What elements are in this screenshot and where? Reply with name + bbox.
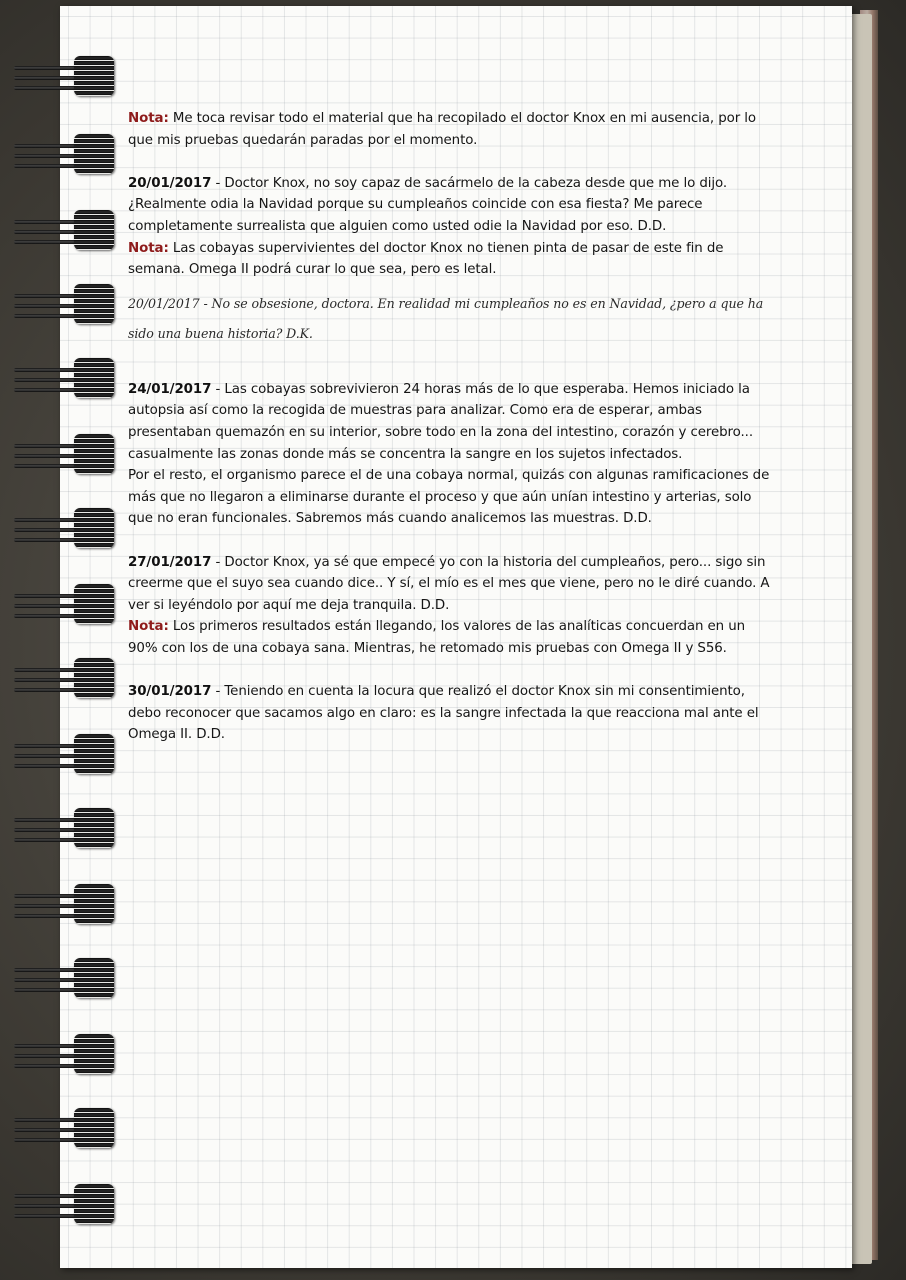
spiral-coil <box>14 510 106 548</box>
spiral-coil <box>14 136 106 174</box>
nota-label: Nota: <box>128 111 169 126</box>
knox-reply: 20/01/2017 - No se obsesione, doctora. En realidad mi cumpleaños no es en Navidad, ¿pero a que ha sido una buena historia? D.K. <box>128 295 764 341</box>
spiral-coil <box>14 58 106 96</box>
spiral-coil <box>14 810 106 848</box>
spiral-coil <box>14 960 106 998</box>
spiral-coil <box>14 660 106 698</box>
journal-text <box>128 108 778 746</box>
nota-entry <box>128 108 778 151</box>
entry-text: - Doctor Knox, ya sé que empecé yo con la historia del cumpleaños, pero... sigo sin creerme que el suyo sea cuando dice.. Y sí, el mío es el mes que viene, pero no le diré cuando. A ver si leyéndolo por aquí me deja tranquila. D.D. <box>128 554 770 613</box>
spiral-coil <box>14 886 106 924</box>
entry-text: - Doctor Knox, no soy capaz de sacármelo de la cabeza desde que me lo dijo. ¿Realmente odia la Navidad porque su cumpleaños coincide con esa fiesta? Me parece completamente surrealista que alguien como usted odie la Navidad por eso. D.D. <box>128 175 727 234</box>
journal-entry-30 <box>128 681 778 746</box>
entry-date: 30/01/2017 <box>128 684 212 700</box>
spiral-coil <box>14 1110 106 1148</box>
nota-text: Me toca revisar todo el material que ha recopilado el doctor Knox en mi ausencia, por lo que mis pruebas quedarán paradas por el momento. <box>128 111 756 148</box>
entry-text: - Teniendo en cuenta la locura que realizó el doctor Knox sin mi consentimiento, debo reconocer que sacamos algo en claro: es la sangre infectada la que reacciona mal ante el Omega II. D.D. <box>128 684 759 743</box>
spiral-coil <box>14 212 106 250</box>
spiral-coil <box>14 436 106 474</box>
journal-entry-27 <box>128 552 778 660</box>
journal-entry-20 <box>128 173 778 281</box>
spiral-coil <box>14 286 106 324</box>
entry-date: 20/01/2017 <box>128 175 212 191</box>
entry-text: - Las cobayas sobrevivieron 24 horas más de lo que esperaba. Hemos iniciado la autopsia así como la recogida de muestras para analizar. Como era de esperar, ambas presentaban quemazón en su interior, sobre todo en la zona del intestino, corazón y cerebro... casualmente las zonas donde más se concentra la sangre en los sujetos infectados. <box>128 381 753 462</box>
entry-date: 24/01/2017 <box>128 381 212 397</box>
spiral-coil <box>14 1036 106 1074</box>
entry-text-continued: Por el resto, el organismo parece el de una cobaya normal, quizás con algunas ramificaciones de más que no llegaron a eliminarse durante el proceso y que aún unían intestino y arterias, solo que no eran funcionales. Sabremos más cuando analicemos las muestras. D.D. <box>128 468 770 527</box>
spiral-binding <box>0 0 110 1280</box>
entry-date: 27/01/2017 <box>128 554 212 570</box>
nota-text: Las cobayas supervivientes del doctor Knox no tienen pinta de pasar de este fin de semana. Omega II podrá curar lo que sea, pero es letal. <box>128 240 724 278</box>
nota-text: Los primeros resultados están llegando, los valores de las analíticas concuerdan en un 90% con los de una cobaya sana. Mientras, he retomado mis pruebas con Omega II y S56. <box>128 619 745 656</box>
spiral-coil <box>14 1186 106 1224</box>
nota-label: Nota: <box>128 619 169 635</box>
journal-entry-24 <box>128 379 778 530</box>
spiral-coil <box>14 360 106 398</box>
spiral-coil <box>14 736 106 774</box>
nota-label: Nota: <box>128 240 169 256</box>
spiral-coil <box>14 586 106 624</box>
